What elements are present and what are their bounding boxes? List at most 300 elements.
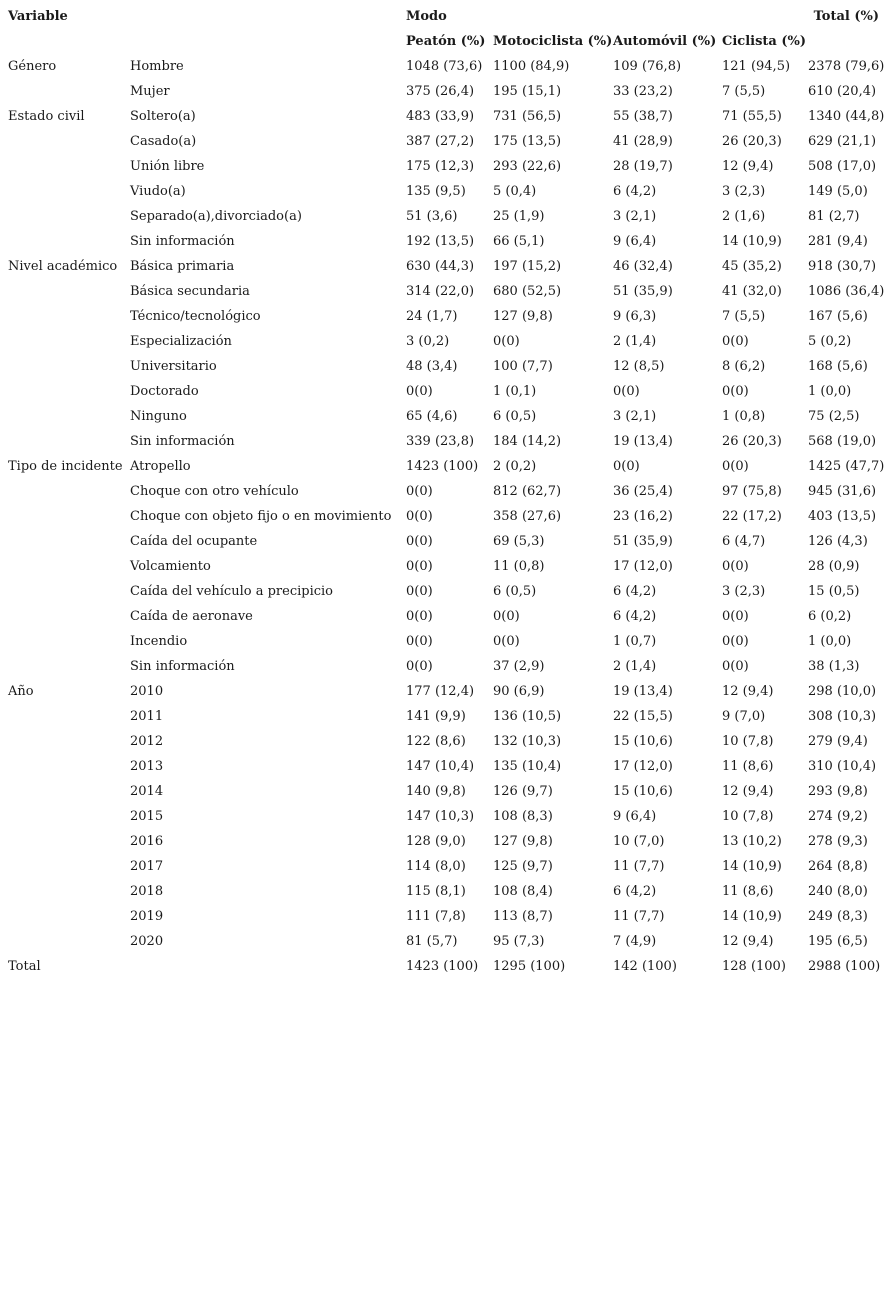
header-empty xyxy=(127,29,403,54)
cell-automovil: 17 (12,0) xyxy=(613,759,673,774)
row-variable-empty xyxy=(0,279,127,304)
cell-automovil: 46 (32,4) xyxy=(613,259,673,274)
cell-ciclista: 0(0) xyxy=(722,634,749,649)
cell-peaton: 24 (1,7) xyxy=(406,309,458,324)
table-row xyxy=(0,829,896,854)
cell-ciclista: 14 (10,9) xyxy=(722,909,782,924)
cell-motociclista: 69 (5,3) xyxy=(493,534,545,549)
cell-peaton: 48 (3,4) xyxy=(406,359,458,374)
row-variable-empty xyxy=(0,229,127,254)
row-category-label: Ninguno xyxy=(130,409,187,424)
cell-ciclista: 12 (9,4) xyxy=(722,784,774,799)
cell-automovil: 15 (10,6) xyxy=(613,734,673,749)
cell-ciclista: 7 (5,5) xyxy=(722,309,766,324)
row-category-label: 2020 xyxy=(130,934,164,949)
table-row xyxy=(0,379,896,404)
table-row xyxy=(0,854,896,879)
cell-ciclista: 11 (8,6) xyxy=(722,759,774,774)
cell-motociclista: 184 (14,2) xyxy=(493,434,562,449)
cell-ciclista: 6 (4,7) xyxy=(722,534,766,549)
cell-motociclista: 127 (9,8) xyxy=(493,309,553,324)
cell-ciclista: 2 (1,6) xyxy=(722,209,766,224)
cell-automovil: 17 (12,0) xyxy=(613,559,673,574)
cell-total: 568 (19,0) xyxy=(808,434,877,449)
cell-automovil: 12 (8,5) xyxy=(613,359,665,374)
cell-automovil: 28 (19,7) xyxy=(613,159,673,174)
table-row xyxy=(0,104,896,129)
cell-ciclista: 0(0) xyxy=(722,384,749,399)
cell-ciclista: 10 (7,8) xyxy=(722,809,774,824)
cell-peaton: 122 (8,6) xyxy=(406,734,466,749)
header-row-2 xyxy=(0,29,896,54)
cell-total: 610 (20,4) xyxy=(808,84,877,99)
cell-motociclista: 680 (52,5) xyxy=(493,284,562,299)
table-row xyxy=(0,579,896,604)
header-empty xyxy=(127,4,403,29)
row-variable-label: Nivel académico xyxy=(8,259,118,274)
cell-automovil: 9 (6,3) xyxy=(613,309,657,324)
row-category-label: Hombre xyxy=(130,59,184,74)
cell-automovil: 22 (15,5) xyxy=(613,709,673,724)
table-row xyxy=(0,504,896,529)
row-category-label: Básica primaria xyxy=(130,259,235,274)
cell-motociclista: 136 (10,5) xyxy=(493,709,562,724)
row-variable-empty xyxy=(0,479,127,504)
row-variable-empty xyxy=(0,404,127,429)
cell-automovil: 0(0) xyxy=(613,384,640,399)
cell-total: 279 (9,4) xyxy=(808,734,868,749)
cell-total: 38 (1,3) xyxy=(808,659,860,674)
cell-automovil: 1 (0,7) xyxy=(613,634,657,649)
cell-ciclista: 22 (17,2) xyxy=(722,509,782,524)
cell-peaton: 147 (10,3) xyxy=(406,809,475,824)
cell-total: 1 (0,0) xyxy=(808,384,852,399)
cell-total: 629 (21,1) xyxy=(808,134,877,149)
cell-automovil: 6 (4,2) xyxy=(613,584,657,599)
cell-motociclista: 125 (9,7) xyxy=(493,859,553,874)
cell-total: 918 (30,7) xyxy=(808,259,877,274)
row-variable-label: Género xyxy=(8,59,57,74)
cell-peaton: 0(0) xyxy=(406,384,433,399)
table-row xyxy=(0,329,896,354)
table-row xyxy=(0,479,896,504)
cell-total: 28 (0,9) xyxy=(808,559,860,574)
cell-total: 508 (17,0) xyxy=(808,159,877,174)
row-category-label: 2014 xyxy=(130,784,164,799)
cell-motociclista: 358 (27,6) xyxy=(493,509,562,524)
cell-automovil: 9 (6,4) xyxy=(613,234,657,249)
cell-ciclista: 71 (55,5) xyxy=(722,109,782,124)
row-category-empty xyxy=(127,954,403,979)
row-variable-empty xyxy=(0,704,127,729)
cell-total: 240 (8,0) xyxy=(808,884,868,899)
cell-total: 5 (0,2) xyxy=(808,334,852,349)
header-empty xyxy=(805,29,896,54)
cell-total: 293 (9,8) xyxy=(808,784,868,799)
row-category-label: 2011 xyxy=(130,709,164,724)
table-row xyxy=(0,879,896,904)
cell-peaton: 1423 (100) xyxy=(406,959,479,974)
cell-total: 126 (4,3) xyxy=(808,534,868,549)
row-category-label: Sin información xyxy=(130,234,235,249)
table-row xyxy=(0,529,896,554)
table-row xyxy=(0,429,896,454)
cell-peaton: 0(0) xyxy=(406,509,433,524)
row-variable-empty xyxy=(0,854,127,879)
cell-ciclista: 9 (7,0) xyxy=(722,709,766,724)
row-category-label: Soltero(a) xyxy=(130,109,196,124)
cell-total: 149 (5,0) xyxy=(808,184,868,199)
cell-automovil: 15 (10,6) xyxy=(613,784,673,799)
cell-peaton: 314 (22,0) xyxy=(406,284,475,299)
header-row-1 xyxy=(0,4,896,29)
cell-total: 81 (2,7) xyxy=(808,209,860,224)
cell-motociclista: 108 (8,4) xyxy=(493,884,553,899)
row-variable-label: Estado civil xyxy=(8,109,85,124)
row-category-label: 2015 xyxy=(130,809,164,824)
row-variable-empty xyxy=(0,354,127,379)
table-header xyxy=(0,4,896,54)
cell-peaton: 140 (9,8) xyxy=(406,784,466,799)
row-variable-empty xyxy=(0,829,127,854)
cell-automovil: 0(0) xyxy=(613,459,640,474)
cell-motociclista: 5 (0,4) xyxy=(493,184,537,199)
table-row xyxy=(0,554,896,579)
cell-motociclista: 731 (56,5) xyxy=(493,109,562,124)
row-category-label: Unión libre xyxy=(130,159,205,174)
cell-total: 195 (6,5) xyxy=(808,934,868,949)
cell-peaton: 177 (12,4) xyxy=(406,684,475,699)
header-automovil: Automóvil (%) xyxy=(613,34,717,49)
cell-peaton: 0(0) xyxy=(406,484,433,499)
cell-total: 1086 (36,4) xyxy=(808,284,885,299)
cell-peaton: 0(0) xyxy=(406,534,433,549)
cell-automovil: 19 (13,4) xyxy=(613,434,673,449)
cell-ciclista: 0(0) xyxy=(722,459,749,474)
header-peaton: Peatón (%) xyxy=(406,34,486,49)
cell-peaton: 1423 (100) xyxy=(406,459,479,474)
row-variable-label: Año xyxy=(8,684,34,699)
cell-motociclista: 0(0) xyxy=(493,609,520,624)
row-category-label: Caída del vehículo a precipicio xyxy=(130,584,333,599)
row-category-label: Separado(a),divorciado(a) xyxy=(130,209,302,224)
cell-automovil: 6 (4,2) xyxy=(613,884,657,899)
cell-peaton: 1048 (73,6) xyxy=(406,59,483,74)
cell-peaton: 339 (23,8) xyxy=(406,434,475,449)
table-row xyxy=(0,804,896,829)
cell-peaton: 0(0) xyxy=(406,584,433,599)
cell-ciclista: 1 (0,8) xyxy=(722,409,766,424)
row-category-label: Viudo(a) xyxy=(130,184,186,199)
cell-total: 1340 (44,8) xyxy=(808,109,885,124)
cell-peaton: 192 (13,5) xyxy=(406,234,475,249)
row-variable-empty xyxy=(0,529,127,554)
cell-ciclista: 41 (32,0) xyxy=(722,284,782,299)
row-variable-label: Tipo de incidente xyxy=(8,459,123,474)
table-row xyxy=(0,79,896,104)
row-variable-empty xyxy=(0,154,127,179)
cell-ciclista: 3 (2,3) xyxy=(722,184,766,199)
cell-automovil: 19 (13,4) xyxy=(613,684,673,699)
row-category-label: 2010 xyxy=(130,684,164,699)
row-variable-empty xyxy=(0,179,127,204)
header-variable: Variable xyxy=(8,9,68,24)
cell-motociclista: 66 (5,1) xyxy=(493,234,545,249)
cell-total: 403 (13,5) xyxy=(808,509,877,524)
cell-peaton: 0(0) xyxy=(406,609,433,624)
cell-automovil: 55 (38,7) xyxy=(613,109,673,124)
table-row xyxy=(0,204,896,229)
cell-motociclista: 197 (15,2) xyxy=(493,259,562,274)
cell-peaton: 0(0) xyxy=(406,659,433,674)
row-category-label: Casado(a) xyxy=(130,134,197,149)
cell-ciclista: 26 (20,3) xyxy=(722,134,782,149)
cell-peaton: 375 (26,4) xyxy=(406,84,475,99)
cell-automovil: 10 (7,0) xyxy=(613,834,665,849)
cell-peaton: 51 (3,6) xyxy=(406,209,458,224)
row-category-label: Especialización xyxy=(130,334,232,349)
row-category-label: Básica secundaria xyxy=(130,284,250,299)
cell-total: 308 (10,3) xyxy=(808,709,877,724)
cell-motociclista: 293 (22,6) xyxy=(493,159,562,174)
cell-ciclista: 97 (75,8) xyxy=(722,484,782,499)
cell-peaton: 135 (9,5) xyxy=(406,184,466,199)
cell-peaton: 114 (8,0) xyxy=(406,859,466,874)
cell-automovil: 9 (6,4) xyxy=(613,809,657,824)
row-category-label: Mujer xyxy=(130,84,170,99)
cell-ciclista: 0(0) xyxy=(722,559,749,574)
cell-total: 298 (10,0) xyxy=(808,684,877,699)
table-row xyxy=(0,654,896,679)
cell-motociclista: 37 (2,9) xyxy=(493,659,545,674)
cell-total: 1 (0,0) xyxy=(808,634,852,649)
row-category-label: Doctorado xyxy=(130,384,199,399)
cell-motociclista: 95 (7,3) xyxy=(493,934,545,949)
cell-automovil: 142 (100) xyxy=(613,959,677,974)
data-table xyxy=(0,4,896,979)
cell-peaton: 65 (4,6) xyxy=(406,409,458,424)
cell-motociclista: 127 (9,8) xyxy=(493,834,553,849)
row-variable-empty xyxy=(0,754,127,779)
cell-motociclista: 0(0) xyxy=(493,634,520,649)
header-total: Total (%) xyxy=(813,9,880,24)
cell-ciclista: 12 (9,4) xyxy=(722,684,774,699)
cell-ciclista: 0(0) xyxy=(722,609,749,624)
cell-motociclista: 6 (0,5) xyxy=(493,409,537,424)
row-variable-empty xyxy=(0,629,127,654)
row-variable-empty xyxy=(0,604,127,629)
cell-automovil: 51 (35,9) xyxy=(613,534,673,549)
cell-total: 168 (5,6) xyxy=(808,359,868,374)
cell-automovil: 7 (4,9) xyxy=(613,934,657,949)
cell-peaton: 0(0) xyxy=(406,559,433,574)
row-variable-empty xyxy=(0,804,127,829)
cell-motociclista: 132 (10,3) xyxy=(493,734,562,749)
table-body xyxy=(0,54,896,979)
cell-peaton: 0(0) xyxy=(406,634,433,649)
cell-motociclista: 1295 (100) xyxy=(493,959,566,974)
row-variable-empty xyxy=(0,904,127,929)
cell-automovil: 2 (1,4) xyxy=(613,334,657,349)
row-category-label: Atropello xyxy=(130,459,191,474)
table-row xyxy=(0,354,896,379)
header-empty xyxy=(0,29,127,54)
cell-motociclista: 0(0) xyxy=(493,334,520,349)
cell-motociclista: 113 (8,7) xyxy=(493,909,553,924)
cell-ciclista: 3 (2,3) xyxy=(722,584,766,599)
cell-ciclista: 45 (35,2) xyxy=(722,259,782,274)
cell-motociclista: 90 (6,9) xyxy=(493,684,545,699)
cell-automovil: 3 (2,1) xyxy=(613,409,657,424)
row-variable-empty xyxy=(0,379,127,404)
total-row xyxy=(0,954,896,979)
header-modo: Modo xyxy=(406,9,447,24)
cell-automovil: 11 (7,7) xyxy=(613,909,665,924)
row-category-label: Volcamiento xyxy=(130,559,211,574)
row-variable-empty xyxy=(0,779,127,804)
cell-total: 310 (10,4) xyxy=(808,759,877,774)
cell-peaton: 175 (12,3) xyxy=(406,159,475,174)
cell-ciclista: 14 (10,9) xyxy=(722,859,782,874)
row-variable-empty xyxy=(0,504,127,529)
table-row xyxy=(0,929,896,954)
table-row xyxy=(0,229,896,254)
cell-total: 75 (2,5) xyxy=(808,409,860,424)
cell-ciclista: 12 (9,4) xyxy=(722,934,774,949)
cell-motociclista: 175 (13,5) xyxy=(493,134,562,149)
row-variable-empty xyxy=(0,929,127,954)
cell-total: 1425 (47,7) xyxy=(808,459,885,474)
cell-peaton: 387 (27,2) xyxy=(406,134,475,149)
cell-motociclista: 11 (0,8) xyxy=(493,559,545,574)
table-row xyxy=(0,904,896,929)
cell-motociclista: 195 (15,1) xyxy=(493,84,562,99)
row-variable-empty xyxy=(0,79,127,104)
table-row xyxy=(0,254,896,279)
cell-peaton: 141 (9,9) xyxy=(406,709,466,724)
cell-total: 945 (31,6) xyxy=(808,484,877,499)
table-row xyxy=(0,179,896,204)
row-category-label: 2018 xyxy=(130,884,164,899)
table-row xyxy=(0,604,896,629)
cell-peaton: 81 (5,7) xyxy=(406,934,458,949)
table-row xyxy=(0,154,896,179)
cell-ciclista: 8 (6,2) xyxy=(722,359,766,374)
cell-motociclista: 1 (0,1) xyxy=(493,384,537,399)
row-variable-empty xyxy=(0,429,127,454)
cell-total: 249 (8,3) xyxy=(808,909,868,924)
table-row xyxy=(0,54,896,79)
table-row xyxy=(0,779,896,804)
table-row xyxy=(0,704,896,729)
header-ciclista: Ciclista (%) xyxy=(722,34,807,49)
cell-peaton: 115 (8,1) xyxy=(406,884,466,899)
cell-motociclista: 126 (9,7) xyxy=(493,784,553,799)
cell-automovil: 2 (1,4) xyxy=(613,659,657,674)
row-category-label: Caída del ocupante xyxy=(130,534,258,549)
cell-total: 274 (9,2) xyxy=(808,809,868,824)
cell-total: 2988 (100) xyxy=(808,959,881,974)
row-category-label: 2019 xyxy=(130,909,164,924)
cell-automovil: 33 (23,2) xyxy=(613,84,673,99)
table-row xyxy=(0,404,896,429)
row-category-label: Choque con otro vehículo xyxy=(130,484,299,499)
cell-automovil: 36 (25,4) xyxy=(613,484,673,499)
cell-automovil: 41 (28,9) xyxy=(613,134,673,149)
cell-peaton: 128 (9,0) xyxy=(406,834,466,849)
cell-total: 167 (5,6) xyxy=(808,309,868,324)
header-motociclista: Motociclista (%) xyxy=(493,34,613,49)
row-variable-empty xyxy=(0,129,127,154)
cell-ciclista: 13 (10,2) xyxy=(722,834,782,849)
row-variable-empty xyxy=(0,879,127,904)
row-category-label: Caída de aeronave xyxy=(130,609,253,624)
cell-ciclista: 10 (7,8) xyxy=(722,734,774,749)
row-category-label: Choque con objeto fijo o en movimiento xyxy=(130,509,392,524)
cell-ciclista: 11 (8,6) xyxy=(722,884,774,899)
cell-ciclista: 0(0) xyxy=(722,659,749,674)
table-row xyxy=(0,754,896,779)
table-row xyxy=(0,679,896,704)
cell-automovil: 23 (16,2) xyxy=(613,509,673,524)
cell-motociclista: 2 (0,2) xyxy=(493,459,537,474)
cell-automovil: 3 (2,1) xyxy=(613,209,657,224)
cell-automovil: 11 (7,7) xyxy=(613,859,665,874)
cell-automovil: 51 (35,9) xyxy=(613,284,673,299)
row-variable-empty xyxy=(0,554,127,579)
row-variable-empty xyxy=(0,304,127,329)
table-row xyxy=(0,304,896,329)
cell-automovil: 6 (4,2) xyxy=(613,184,657,199)
cell-total: 281 (9,4) xyxy=(808,234,868,249)
row-category-label: Sin información xyxy=(130,659,235,674)
row-category-label: 2013 xyxy=(130,759,164,774)
cell-ciclista: 128 (100) xyxy=(722,959,786,974)
data-table-container xyxy=(0,4,896,979)
row-category-label: Sin información xyxy=(130,434,235,449)
row-category-label: Incendio xyxy=(130,634,188,649)
cell-motociclista: 100 (7,7) xyxy=(493,359,553,374)
cell-peaton: 147 (10,4) xyxy=(406,759,475,774)
table-row xyxy=(0,279,896,304)
total-row-label: Total xyxy=(8,959,41,974)
cell-motociclista: 25 (1,9) xyxy=(493,209,545,224)
cell-ciclista: 7 (5,5) xyxy=(722,84,766,99)
cell-peaton: 111 (7,8) xyxy=(406,909,466,924)
row-category-label: Técnico/tecnológico xyxy=(130,309,261,324)
cell-automovil: 6 (4,2) xyxy=(613,609,657,624)
cell-ciclista: 12 (9,4) xyxy=(722,159,774,174)
cell-peaton: 630 (44,3) xyxy=(406,259,475,274)
cell-motociclista: 108 (8,3) xyxy=(493,809,553,824)
cell-total: 15 (0,5) xyxy=(808,584,860,599)
row-category-label: 2016 xyxy=(130,834,164,849)
row-variable-empty xyxy=(0,729,127,754)
table-row xyxy=(0,729,896,754)
cell-motociclista: 135 (10,4) xyxy=(493,759,562,774)
table-row xyxy=(0,454,896,479)
cell-total: 278 (9,3) xyxy=(808,834,868,849)
row-category-label: 2012 xyxy=(130,734,164,749)
table-row xyxy=(0,629,896,654)
cell-motociclista: 6 (0,5) xyxy=(493,584,537,599)
cell-peaton: 3 (0,2) xyxy=(406,334,450,349)
cell-motociclista: 1100 (84,9) xyxy=(493,59,570,74)
cell-motociclista: 812 (62,7) xyxy=(493,484,562,499)
row-variable-empty xyxy=(0,329,127,354)
cell-ciclista: 0(0) xyxy=(722,334,749,349)
cell-total: 264 (8,8) xyxy=(808,859,868,874)
